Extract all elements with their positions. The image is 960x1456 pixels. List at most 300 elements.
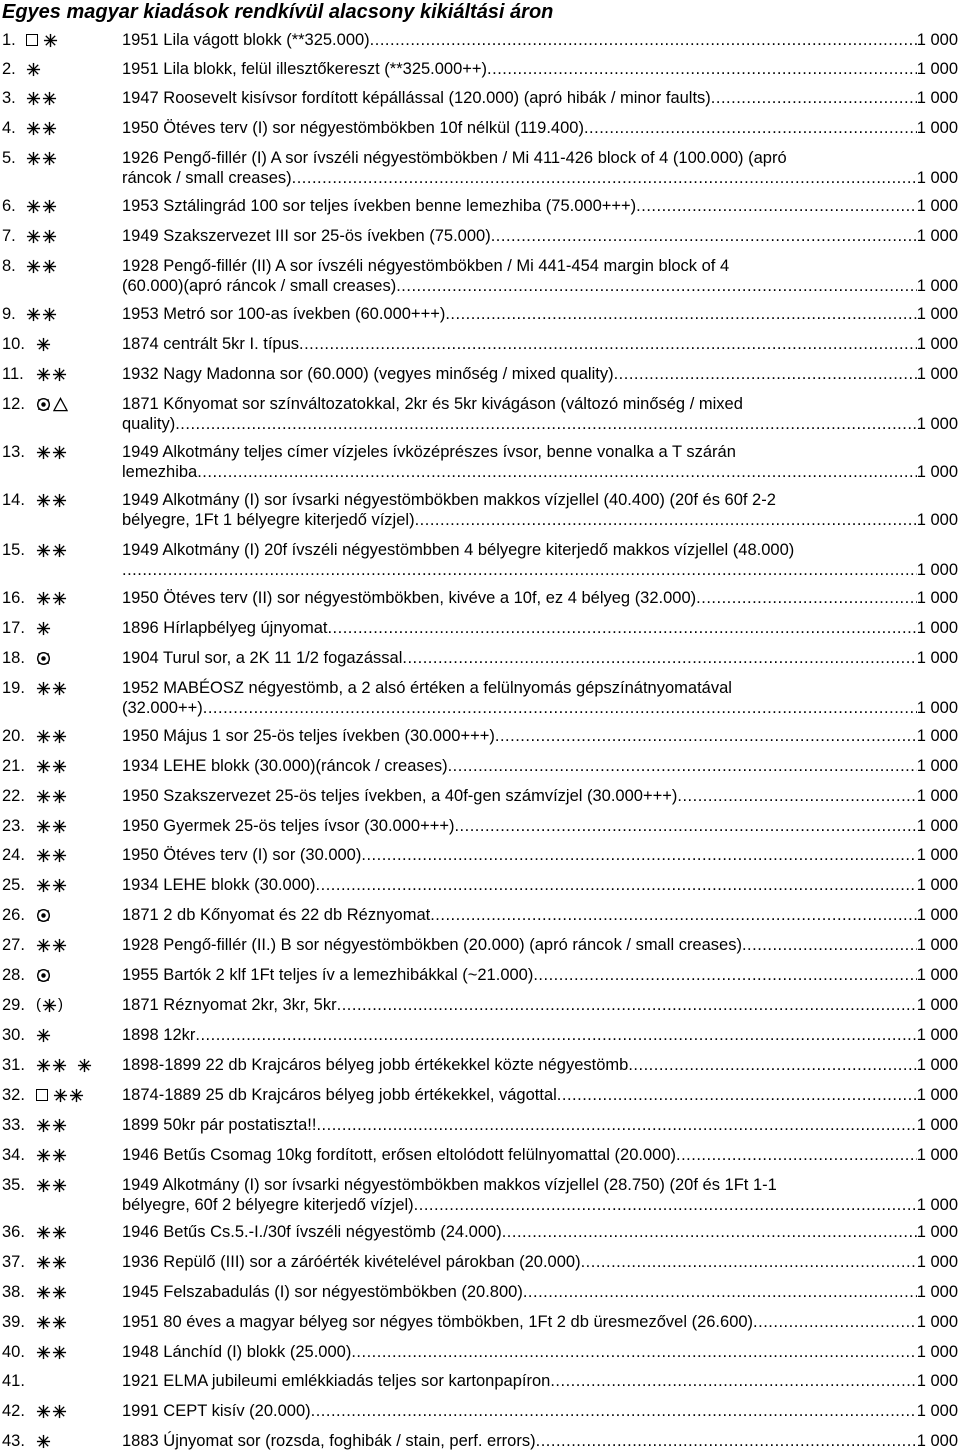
- item-description: [122, 394, 958, 434]
- item-description: [122, 1145, 958, 1165]
- dot-leader: [676, 1145, 917, 1165]
- asterisk-icon: [52, 1225, 67, 1240]
- asterisk-icon: [77, 1058, 92, 1073]
- item-description: [122, 364, 958, 384]
- condition-symbols: [36, 907, 51, 923]
- condition-symbols: [36, 680, 67, 696]
- circled-dot-icon: [36, 651, 51, 666]
- description-line: ráncok / small creases): [122, 169, 292, 187]
- list-item: [0, 88, 960, 108]
- condition-symbols: [36, 818, 67, 834]
- description-line: 1871 2 db Kőnyomat és 22 db Réznyomat: [122, 906, 431, 924]
- condition-symbols: [36, 366, 67, 382]
- list-item: [0, 905, 960, 925]
- description-line: 1949 Alkotmány teljes címer vízjeles ívközéprészes ívsor, benne vonalka a T szárán: [122, 443, 736, 461]
- asterisk-icon: [42, 91, 57, 106]
- item-description: [122, 756, 958, 776]
- condition-symbols: [36, 1147, 67, 1163]
- starting-price: 1 000: [916, 197, 958, 215]
- asterisk-icon: [36, 789, 51, 804]
- list-item: [0, 304, 960, 324]
- item-description: [122, 30, 958, 50]
- list-item: [0, 935, 960, 955]
- item-number: 38.: [2, 1283, 25, 1301]
- condition-symbols: [36, 1314, 67, 1330]
- starting-price: 1 000: [916, 817, 958, 835]
- item-number: 20.: [2, 727, 25, 745]
- item-number: 33.: [2, 1116, 25, 1134]
- list-item: [0, 875, 960, 895]
- list-item: [0, 1312, 960, 1332]
- starting-price: 1 000: [916, 1343, 958, 1361]
- dot-leader: [445, 304, 916, 324]
- starting-price: 1 000: [916, 699, 958, 717]
- dot-leader: [581, 1252, 917, 1272]
- dot-leader: [316, 875, 917, 895]
- item-number: 30.: [2, 1026, 25, 1044]
- item-description: [122, 490, 958, 530]
- dot-leader: [495, 726, 917, 746]
- dot-leader: [361, 845, 916, 865]
- list-item: [0, 1282, 960, 1302]
- description-line: 1874-1889 25 db Krajcáros bélyeg jobb értékekkel, vágottal: [122, 1086, 557, 1104]
- dot-leader: [696, 588, 917, 608]
- condition-symbols: [26, 306, 57, 322]
- list-item: [0, 1055, 960, 1075]
- item-number: 25.: [2, 876, 25, 894]
- condition-symbols: [36, 1344, 67, 1360]
- dot-leader: [628, 1055, 916, 1075]
- asterisk-icon: [52, 1148, 67, 1163]
- asterisk-icon: [36, 445, 51, 460]
- asterisk-icon: [36, 1178, 51, 1193]
- item-number: 27.: [2, 936, 25, 954]
- dot-leader: [753, 1312, 917, 1332]
- description-line: 1950 Ötéves terv (I) sor (30.000): [122, 846, 362, 864]
- asterisk-icon: [36, 878, 51, 893]
- asterisk-icon: [42, 151, 57, 166]
- dot-leader: [316, 1115, 916, 1135]
- square-icon: [26, 34, 38, 46]
- item-description: [122, 965, 958, 985]
- item-number: 24.: [2, 846, 25, 864]
- description-line: 1948 Lánchíd (I) blokk (25.000): [122, 1343, 352, 1361]
- dot-leader: [327, 618, 916, 638]
- item-description: [122, 118, 958, 138]
- item-description: [122, 935, 958, 955]
- item-description: [122, 995, 958, 1015]
- asterisk-icon: [36, 819, 51, 834]
- asterisk-icon: [52, 789, 67, 804]
- description-line: 1934 LEHE blokk (30.000): [122, 876, 316, 894]
- starting-price: 1 000: [916, 119, 958, 137]
- item-description: [122, 540, 958, 580]
- description-line: 1928 Pengő-fillér (II) A sor ívszéli négyestömbökben / Mi 441-454 margin block of 4: [122, 257, 730, 275]
- condition-symbols: [36, 1057, 92, 1073]
- item-number: 6.: [2, 197, 16, 215]
- dot-leader: [415, 510, 917, 530]
- item-number: 41.: [2, 1372, 25, 1390]
- asterisk-icon: [69, 1088, 84, 1103]
- condition-symbols: [26, 150, 57, 166]
- description-line: 1945 Felszabadulás (I) sor négyestömbökben (20.800): [122, 1283, 523, 1301]
- list-item: [0, 30, 960, 50]
- list-item: [0, 678, 960, 718]
- item-number: 7.: [2, 227, 16, 245]
- condition-symbols: [26, 258, 57, 274]
- asterisk-icon: [36, 543, 51, 558]
- description-line: 1950 Ötéves terv (I) sor négyestömbökben 10f nélkül (119.400): [122, 119, 584, 137]
- circled-dot-icon: [36, 397, 51, 412]
- item-description: [122, 588, 958, 608]
- parenthesis-mark: (: [36, 996, 41, 1013]
- asterisk-icon: [36, 938, 51, 953]
- description-line: 1953 Metró sor 100-as ívekben (60.000+++): [122, 305, 446, 323]
- item-number: 11.: [2, 365, 24, 383]
- list-item: [0, 196, 960, 216]
- asterisk-icon: [26, 121, 41, 136]
- asterisk-icon: [52, 1404, 67, 1419]
- list-item: [0, 756, 960, 776]
- condition-symbols: [36, 847, 67, 863]
- item-description: [122, 148, 958, 188]
- starting-price: 1 000: [916, 757, 958, 775]
- item-number: 1.: [2, 31, 16, 49]
- asterisk-icon: [52, 1315, 67, 1330]
- starting-price: 1 000: [916, 561, 958, 579]
- item-description: [122, 816, 958, 836]
- asterisk-icon: [52, 367, 67, 382]
- dot-leader: [502, 1222, 917, 1242]
- starting-price: 1 000: [916, 589, 958, 607]
- asterisk-icon: [42, 121, 57, 136]
- starting-price: 1 000: [916, 876, 958, 894]
- asterisk-icon: [36, 1345, 51, 1360]
- starting-price: 1 000: [916, 906, 958, 924]
- description-line: 1932 Nagy Madonna sor (60.000) (vegyes minőség / mixed quality): [122, 365, 614, 383]
- item-description: [122, 905, 958, 925]
- dot-leader: [454, 816, 916, 836]
- condition-symbols: [36, 492, 67, 508]
- item-number: 39.: [2, 1313, 25, 1331]
- starting-price: 1 000: [916, 1283, 958, 1301]
- list-item: [0, 1175, 960, 1215]
- dot-leader: [337, 995, 917, 1015]
- item-description: [122, 1055, 958, 1075]
- item-description: [122, 304, 958, 324]
- item-description: [122, 1252, 958, 1272]
- asterisk-icon: [52, 938, 67, 953]
- starting-price: 1 000: [916, 1313, 958, 1331]
- asterisk-icon: [42, 259, 57, 274]
- item-number: 40.: [2, 1343, 25, 1361]
- list-item: [0, 845, 960, 865]
- asterisk-icon: [53, 1088, 68, 1103]
- asterisk-icon: [43, 33, 58, 48]
- starting-price: 1 000: [916, 846, 958, 864]
- description-line: 1934 LEHE blokk (30.000)(ráncok / creases): [122, 757, 448, 775]
- item-number: 37.: [2, 1253, 25, 1271]
- starting-price: 1 000: [916, 305, 958, 323]
- condition-symbols: [26, 198, 57, 214]
- description-line: 1928 Pengő-fillér (II.) B sor négyestömbökben (20.000) (apró ráncok / small creases): [122, 936, 742, 954]
- list-item: [0, 256, 960, 296]
- item-description: [122, 88, 958, 108]
- asterisk-icon: [36, 848, 51, 863]
- asterisk-icon: [36, 1028, 51, 1043]
- list-item: [0, 995, 960, 1015]
- asterisk-icon: [36, 1148, 51, 1163]
- item-number: 21.: [2, 757, 25, 775]
- starting-price: 1 000: [916, 415, 958, 433]
- asterisk-icon: [36, 1285, 51, 1300]
- asterisk-icon: [52, 543, 67, 558]
- item-description: [122, 59, 958, 79]
- parenthesis-mark: ): [58, 996, 63, 1013]
- asterisk-icon: [36, 337, 51, 352]
- item-description: [122, 1342, 958, 1362]
- description-line: 1871 Kőnyomat sor színváltozatokkal, 2kr és 5kr kivágáson (változó minőség / mixed: [122, 395, 743, 413]
- item-description: [122, 1222, 958, 1242]
- dot-leader: [491, 226, 917, 246]
- condition-symbols: [36, 728, 67, 744]
- condition-symbols: [36, 1224, 67, 1240]
- condition-symbols: [36, 396, 68, 412]
- description-line: 1926 Pengő-fillér (I) A sor ívszéli négyestömbökben / Mi 411-426 block of 4 (100.000) (apró: [122, 149, 787, 167]
- dot-leader: [370, 30, 917, 50]
- asterisk-icon: [52, 1118, 67, 1133]
- condition-symbols: [26, 120, 57, 136]
- description-line: 1899 50kr pár postatiszta!!: [122, 1116, 317, 1134]
- starting-price: 1 000: [916, 966, 958, 984]
- asterisk-icon: [52, 1058, 67, 1073]
- description-line: 1951 Lila blokk, felül illesztőkereszt (**325.000++): [122, 60, 488, 78]
- item-number: 17.: [2, 619, 25, 637]
- condition-symbols: [36, 937, 67, 953]
- dot-leader: [292, 168, 917, 188]
- item-number: 15.: [2, 541, 25, 559]
- list-item: [0, 364, 960, 384]
- starting-price: 1 000: [916, 619, 958, 637]
- list-item: [0, 1085, 960, 1105]
- starting-price: 1 000: [916, 1026, 958, 1044]
- description-line: 1950 Szakszervezet 25-ös teljes ívekben, a 40f-gen számvízjel (30.000+++): [122, 787, 678, 805]
- condition-symbols: [36, 620, 51, 636]
- description-line: 1946 Betűs Cs.5.-I./30f ívszéli négyestömb (24.000): [122, 1223, 502, 1241]
- starting-price: 1 000: [916, 1402, 958, 1420]
- starting-price: 1 000: [916, 1253, 958, 1271]
- item-number: 19.: [2, 679, 25, 697]
- description-line: bélyegre, 1Ft 1 bélyegre kiterjedő vízjel): [122, 511, 415, 529]
- asterisk-icon: [52, 819, 67, 834]
- item-description: [122, 1431, 958, 1451]
- dot-leader: [197, 462, 916, 482]
- asterisk-icon: [52, 729, 67, 744]
- starting-price: 1 000: [916, 60, 958, 78]
- dot-leader: [414, 1195, 917, 1215]
- triangle-icon: [53, 397, 68, 412]
- starting-price: 1 000: [916, 787, 958, 805]
- condition-symbols: [26, 90, 57, 106]
- description-line: 1874 centrált 5kr I. típus: [122, 335, 300, 353]
- asterisk-icon: [52, 681, 67, 696]
- description-line: 1953 Sztálingrád 100 sor teljes ívekben benne lemezhiba (75.000+++): [122, 197, 637, 215]
- starting-price: 1 000: [916, 1372, 958, 1390]
- item-number: 22.: [2, 787, 25, 805]
- dot-leader: [677, 786, 916, 806]
- dot-leader: [448, 756, 917, 776]
- description-line: (60.000)(apró ráncok / small creases): [122, 277, 397, 295]
- item-number: 13.: [2, 443, 25, 461]
- list-item: [0, 1252, 960, 1272]
- asterisk-icon: [42, 229, 57, 244]
- asterisk-icon: [52, 1285, 67, 1300]
- asterisk-icon: [36, 1058, 51, 1073]
- item-description: [122, 226, 958, 246]
- starting-price: 1 000: [916, 1432, 958, 1450]
- list-item: [0, 540, 960, 580]
- description-line: 1904 Turul sor, a 2K 11 1/2 fogazással: [122, 649, 403, 667]
- asterisk-icon: [26, 62, 41, 77]
- item-description: [122, 1175, 958, 1215]
- list-item: [0, 1371, 960, 1391]
- asterisk-icon: [36, 1404, 51, 1419]
- list-item: [0, 334, 960, 354]
- item-number: 10.: [2, 335, 25, 353]
- starting-price: 1 000: [916, 89, 958, 107]
- dot-leader: [536, 1431, 917, 1451]
- dot-leader: [203, 698, 917, 718]
- description-line: 1950 Május 1 sor 25-ös teljes ívekben (30.000+++): [122, 727, 495, 745]
- condition-symbols: [36, 997, 63, 1013]
- description-line: 1952 MABÉOSZ négyestömb, a 2 alsó értéken a felülnyomás gépszínátnyomatával: [122, 679, 732, 697]
- asterisk-icon: [26, 307, 41, 322]
- description-line: 1949 Alkotmány (I) sor ívsarki négyestömbökben makkos vízjellel (28.750) (20f és 1Ft 1-1: [122, 1176, 777, 1194]
- asterisk-icon: [36, 681, 51, 696]
- condition-symbols: [36, 1177, 67, 1193]
- item-description: [122, 1115, 958, 1135]
- starting-price: 1 000: [916, 31, 958, 49]
- starting-price: 1 000: [916, 727, 958, 745]
- starting-price: 1 000: [916, 996, 958, 1014]
- list-item: [0, 118, 960, 138]
- item-number: 36.: [2, 1223, 25, 1241]
- description-line: 1950 Ötéves terv (II) sor négyestömbökben, kivéve a 10f, ez 4 bélyeg (32.000): [122, 589, 697, 607]
- asterisk-icon: [26, 199, 41, 214]
- description-line: 1898-1899 22 db Krajcáros bélyeg jobb értékekkel közte négyestömb: [122, 1056, 629, 1074]
- starting-price: 1 000: [916, 169, 958, 187]
- list-item: [0, 965, 960, 985]
- item-description: [122, 1312, 958, 1332]
- list-item: [0, 59, 960, 79]
- list-item: [0, 1222, 960, 1242]
- item-number: 18.: [2, 649, 25, 667]
- description-line: 1947 Roosevelt kisívsor fordított képállással (120.000) (apró hibák / minor faults): [122, 89, 711, 107]
- starting-price: 1 000: [916, 227, 958, 245]
- description-line: 1991 CEPT kisív (20.000): [122, 1402, 311, 1420]
- starting-price: 1 000: [916, 1086, 958, 1104]
- condition-symbols: [36, 650, 51, 666]
- list-item: [0, 148, 960, 188]
- item-description: [122, 678, 958, 718]
- asterisk-icon: [36, 729, 51, 744]
- description-line: 1951 80 éves a magyar bélyeg sor négyes tömbökben, 1Ft 2 db üresmezővel (26.600): [122, 1313, 754, 1331]
- item-number: 26.: [2, 906, 25, 924]
- list-item: [0, 226, 960, 246]
- asterisk-icon: [36, 1255, 51, 1270]
- list-item: [0, 394, 960, 434]
- dot-leader: [711, 88, 917, 108]
- asterisk-icon: [52, 759, 67, 774]
- dot-leader: [122, 560, 917, 580]
- description-line: 1955 Bartók 2 klf 1Ft teljes ív a lemezhibákkal (~21.000): [122, 966, 534, 984]
- item-description: [122, 1401, 958, 1421]
- dot-leader: [584, 118, 917, 138]
- asterisk-icon: [42, 998, 57, 1013]
- item-number: 14.: [2, 491, 25, 509]
- item-number: 42.: [2, 1402, 25, 1420]
- item-number: 31.: [2, 1056, 25, 1074]
- page-title: Egyes magyar kiadások rendkívül alacsony kikiáltási áron: [2, 1, 554, 23]
- asterisk-icon: [26, 91, 41, 106]
- list-item: [0, 1431, 960, 1451]
- starting-price: 1 000: [916, 1196, 958, 1214]
- dot-leader: [742, 935, 917, 955]
- item-number: 2.: [2, 60, 16, 78]
- description-line: 1951 Lila vágott blokk (**325.000): [122, 31, 370, 49]
- condition-symbols: [36, 590, 67, 606]
- list-item: [0, 1342, 960, 1362]
- asterisk-icon: [26, 229, 41, 244]
- item-description: [122, 875, 958, 895]
- item-number: 29.: [2, 996, 25, 1014]
- asterisk-icon: [36, 591, 51, 606]
- asterisk-icon: [36, 493, 51, 508]
- condition-symbols: [36, 1117, 67, 1133]
- asterisk-icon: [42, 199, 57, 214]
- starting-price: 1 000: [916, 463, 958, 481]
- item-number: 3.: [2, 89, 16, 107]
- description-line: 1949 Alkotmány (I) 20f ívszéli négyestömbben 4 bélyegre kiterjedő makkos vízjellel (48.000): [122, 541, 795, 559]
- condition-symbols: [36, 877, 67, 893]
- asterisk-icon: [36, 1315, 51, 1330]
- condition-symbols: [36, 1403, 67, 1419]
- list-item: [0, 490, 960, 530]
- description-line: 1898 12kr: [122, 1026, 196, 1044]
- condition-symbols: [36, 336, 51, 352]
- list-item: [0, 648, 960, 668]
- item-description: [122, 1085, 958, 1105]
- description-line: 1950 Gyermek 25-ös teljes ívsor (30.000+++): [122, 817, 455, 835]
- asterisk-icon: [42, 307, 57, 322]
- condition-symbols: [36, 1284, 67, 1300]
- condition-symbols: [36, 542, 67, 558]
- dot-leader: [195, 1025, 916, 1045]
- item-description: [122, 845, 958, 865]
- item-number: 28.: [2, 966, 25, 984]
- dot-leader: [614, 364, 917, 384]
- starting-price: 1 000: [916, 1146, 958, 1164]
- list-item: [0, 1025, 960, 1045]
- asterisk-icon: [52, 591, 67, 606]
- square-icon: [36, 1089, 48, 1101]
- item-description: [122, 648, 958, 668]
- starting-price: 1 000: [916, 649, 958, 667]
- item-number: 4.: [2, 119, 16, 137]
- description-line: 1871 Réznyomat 2kr, 3kr, 5kr: [122, 996, 337, 1014]
- list-item: [0, 618, 960, 638]
- condition-symbols: [36, 788, 67, 804]
